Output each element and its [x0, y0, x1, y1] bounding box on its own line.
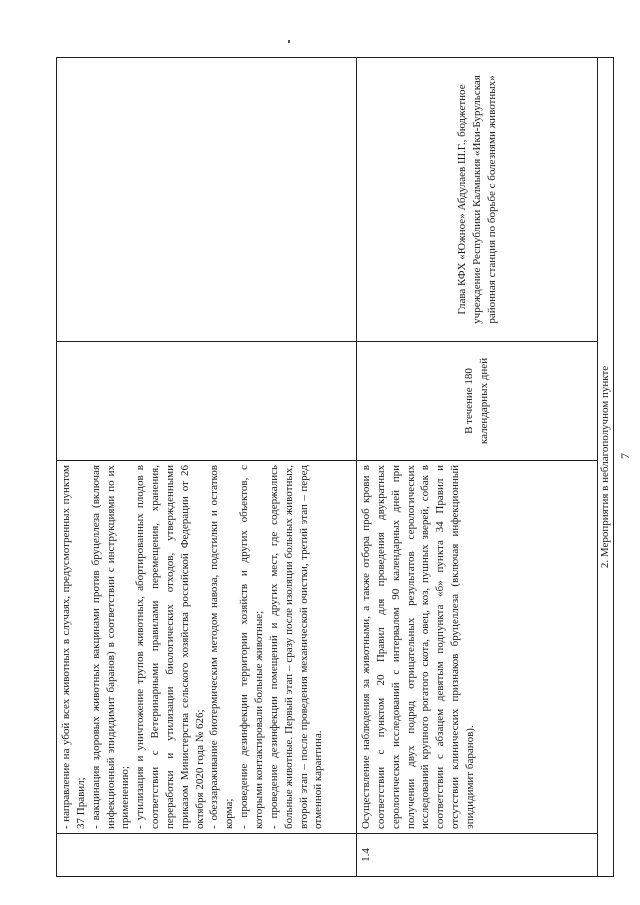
measure-line: - проведение дезинфекции территории хозяйств и других объектов, с которыми контактировали больные животные; [238, 465, 265, 829]
measures-table-sheet [56, 57, 614, 877]
measure-line: - проведение дезинфекции помещений и других мест, где содержались больные животные. Первый этап – сразу после изоляции больных животных, второй этап – после проведения механической очистки, третий этап – перед отменной карантина. [267, 465, 325, 829]
measures-table [56, 57, 614, 877]
responsible-cell [57, 58, 357, 342]
page-number: 7 [618, 453, 632, 459]
responsible-cell: Глава КФХ «Южное» Абдулаев Ш.Г., бюджетное учреждение Республики Калмыкия «Ики-Бурульская районная станция по борьбе с болезнями животных» [357, 58, 598, 342]
scan-speck [288, 40, 290, 43]
section-heading-row [598, 58, 614, 877]
table-row [357, 58, 598, 877]
measures-text-cell [57, 461, 357, 834]
row-number-cell: 1.4 [357, 834, 598, 877]
term-cell [57, 342, 357, 461]
measure-line: - утилизация и уничтожение трупов животных, абортированных плодов в соответствии с Ветеринарными правилами перемещения, хранения, переработки и утилизации биологических отходов, утвержденными приказом Министерства сельского хозяйства российской Федерации от 26 октября 2020 года № 626; [134, 465, 206, 829]
section-heading: 2. Мероприятия в неблагополучном пункте [598, 58, 614, 877]
measure-line: - обеззараживание биотермическим методом навоза, подстилки и остатков корма; [208, 465, 236, 829]
term-cell: В течение 180 календарных дней [357, 342, 598, 461]
measure-line: - направление на убой всех животных в случаях, предусмотренных пунктом 37 Правил; [60, 465, 87, 829]
measure-line: Осуществление наблюдения за животными, а также отбора проб крови в соответствии с пунктом 20 Правил для проведения двукратных серологических исследований с интервалом 90 календарных дней при получении двух подряд отрицательных результатов серологических исследований крупного рогатого скота, овец, коз, пушных зверей, собак в соответствии с абзацем девятым подпункта «б» пункта 34 Правил и отсутствии клинических признаков бруцеллеза (включая инфекционный эпидидимит баранов). [360, 465, 476, 829]
measures-text-cell [357, 461, 598, 834]
table-row [57, 58, 357, 877]
measure-line: - вакцинация здоровых животных вакцинами против бруцеллеза (включая инфекционный эпидидимит баранов) в соответствии с инструкциями по их применению; [89, 465, 132, 829]
row-number-cell [57, 834, 357, 877]
